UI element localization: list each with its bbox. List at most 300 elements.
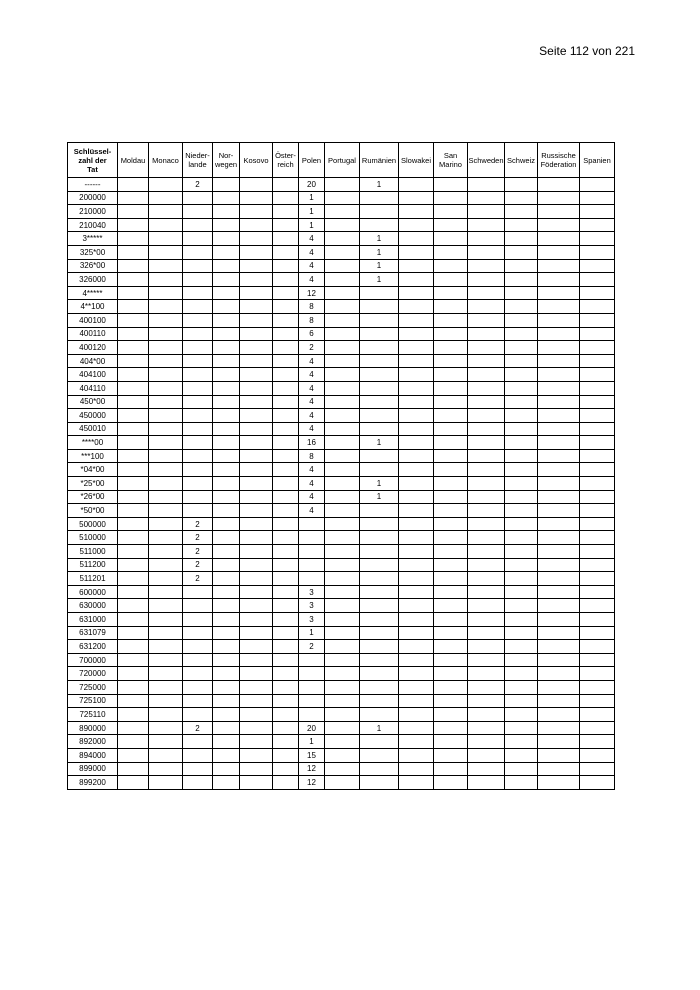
value-cell bbox=[183, 694, 213, 708]
column-header bbox=[538, 143, 580, 178]
header-line: wegen bbox=[214, 160, 238, 169]
key-cell: 720000 bbox=[68, 667, 118, 681]
value-cell bbox=[213, 178, 240, 192]
value-cell bbox=[468, 545, 505, 559]
value-cell bbox=[580, 653, 615, 667]
value-cell bbox=[213, 721, 240, 735]
value-cell: 2 bbox=[183, 517, 213, 531]
table-row bbox=[68, 449, 615, 463]
value-cell bbox=[325, 381, 360, 395]
value-cell bbox=[468, 463, 505, 477]
value-cell bbox=[468, 368, 505, 382]
value-cell bbox=[325, 436, 360, 450]
value-cell bbox=[399, 694, 434, 708]
value-cell bbox=[183, 245, 213, 259]
value-cell bbox=[360, 381, 399, 395]
key-cell: 899200 bbox=[68, 776, 118, 790]
table-row bbox=[68, 762, 615, 776]
value-cell bbox=[213, 613, 240, 627]
value-cell bbox=[273, 218, 299, 232]
value-cell bbox=[505, 599, 538, 613]
value-cell bbox=[325, 545, 360, 559]
value-cell bbox=[434, 748, 468, 762]
value-cell bbox=[149, 721, 183, 735]
value-cell bbox=[468, 735, 505, 749]
value-cell bbox=[183, 368, 213, 382]
value-cell bbox=[273, 368, 299, 382]
key-cell: *25*00 bbox=[68, 477, 118, 491]
value-cell: 1 bbox=[360, 273, 399, 287]
column-header bbox=[360, 143, 399, 178]
value-cell: 20 bbox=[299, 178, 325, 192]
value-cell bbox=[538, 694, 580, 708]
value-cell bbox=[118, 381, 149, 395]
value-cell bbox=[213, 218, 240, 232]
value-cell bbox=[538, 422, 580, 436]
value-cell bbox=[183, 449, 213, 463]
value-cell bbox=[580, 477, 615, 491]
header-line: Nor- bbox=[218, 151, 234, 160]
header-line: Tat bbox=[87, 164, 98, 174]
key-cell: 200000 bbox=[68, 191, 118, 205]
value-cell bbox=[434, 218, 468, 232]
value-cell bbox=[538, 545, 580, 559]
header-line: Polen bbox=[301, 155, 322, 165]
value-cell bbox=[538, 735, 580, 749]
value-cell bbox=[183, 708, 213, 722]
value-cell bbox=[399, 667, 434, 681]
table-row bbox=[68, 178, 615, 192]
value-cell bbox=[240, 341, 273, 355]
value-cell: 1 bbox=[360, 232, 399, 246]
value-cell bbox=[118, 477, 149, 491]
value-cell: 3 bbox=[299, 613, 325, 627]
value-cell bbox=[468, 341, 505, 355]
value-cell bbox=[273, 178, 299, 192]
value-cell bbox=[325, 422, 360, 436]
value-cell bbox=[580, 504, 615, 518]
value-cell bbox=[183, 205, 213, 219]
value-cell bbox=[468, 694, 505, 708]
value-cell: 4 bbox=[299, 477, 325, 491]
value-cell bbox=[580, 178, 615, 192]
value-cell bbox=[273, 531, 299, 545]
table-row bbox=[68, 300, 615, 314]
value-cell bbox=[273, 286, 299, 300]
value-cell: 4 bbox=[299, 245, 325, 259]
value-cell bbox=[149, 178, 183, 192]
value-cell bbox=[538, 286, 580, 300]
table-row bbox=[68, 463, 615, 477]
value-cell bbox=[149, 694, 183, 708]
header-line: Rumänien bbox=[361, 155, 397, 165]
value-cell bbox=[213, 341, 240, 355]
value-cell bbox=[434, 381, 468, 395]
value-cell bbox=[273, 748, 299, 762]
value-cell bbox=[399, 409, 434, 423]
value-cell bbox=[213, 531, 240, 545]
value-cell bbox=[118, 205, 149, 219]
value-cell bbox=[505, 735, 538, 749]
value-cell bbox=[240, 354, 273, 368]
value-cell bbox=[273, 313, 299, 327]
header-line: Schweden bbox=[468, 155, 504, 165]
key-cell: ***100 bbox=[68, 449, 118, 463]
value-cell bbox=[434, 368, 468, 382]
value-cell: 3 bbox=[299, 585, 325, 599]
table-row bbox=[68, 327, 615, 341]
value-cell bbox=[399, 531, 434, 545]
value-cell bbox=[149, 572, 183, 586]
value-cell bbox=[240, 313, 273, 327]
header-line: Portugal bbox=[328, 155, 356, 165]
value-cell bbox=[149, 395, 183, 409]
value-cell bbox=[213, 762, 240, 776]
value-cell: 2 bbox=[183, 178, 213, 192]
value-cell bbox=[240, 368, 273, 382]
key-cell: 450010 bbox=[68, 422, 118, 436]
value-cell bbox=[118, 436, 149, 450]
value-cell bbox=[468, 313, 505, 327]
value-cell bbox=[183, 735, 213, 749]
value-cell bbox=[505, 531, 538, 545]
key-cell: 631200 bbox=[68, 640, 118, 654]
value-cell bbox=[434, 191, 468, 205]
value-cell bbox=[505, 327, 538, 341]
table-row bbox=[68, 585, 615, 599]
value-cell bbox=[505, 191, 538, 205]
value-cell bbox=[468, 327, 505, 341]
value-cell bbox=[183, 463, 213, 477]
value-cell bbox=[468, 381, 505, 395]
value-cell bbox=[538, 667, 580, 681]
key-cell: 210000 bbox=[68, 205, 118, 219]
value-cell bbox=[538, 748, 580, 762]
value-cell bbox=[360, 694, 399, 708]
value-cell bbox=[580, 300, 615, 314]
value-cell bbox=[434, 626, 468, 640]
value-cell bbox=[468, 395, 505, 409]
value-cell bbox=[505, 313, 538, 327]
value-cell bbox=[149, 531, 183, 545]
value-cell bbox=[325, 477, 360, 491]
value-cell bbox=[580, 341, 615, 355]
value-cell bbox=[468, 585, 505, 599]
value-cell bbox=[118, 748, 149, 762]
value-cell: 2 bbox=[183, 572, 213, 586]
value-cell bbox=[273, 735, 299, 749]
value-cell bbox=[213, 776, 240, 790]
value-cell: 1 bbox=[299, 218, 325, 232]
value-cell bbox=[468, 449, 505, 463]
value-cell bbox=[149, 381, 183, 395]
value-cell bbox=[183, 626, 213, 640]
value-cell bbox=[360, 341, 399, 355]
value-cell bbox=[183, 341, 213, 355]
value-cell bbox=[580, 558, 615, 572]
value-cell: 16 bbox=[299, 436, 325, 450]
table-row bbox=[68, 218, 615, 232]
column-header-key bbox=[68, 143, 118, 178]
value-cell bbox=[360, 640, 399, 654]
value-cell bbox=[299, 545, 325, 559]
value-cell bbox=[149, 327, 183, 341]
value-cell bbox=[240, 422, 273, 436]
value-cell bbox=[273, 762, 299, 776]
value-cell bbox=[213, 368, 240, 382]
value-cell bbox=[360, 653, 399, 667]
key-cell: 630000 bbox=[68, 599, 118, 613]
value-cell bbox=[240, 531, 273, 545]
value-cell bbox=[118, 762, 149, 776]
value-cell bbox=[118, 395, 149, 409]
key-cell: 4***** bbox=[68, 286, 118, 300]
value-cell bbox=[399, 640, 434, 654]
value-cell bbox=[360, 748, 399, 762]
value-cell bbox=[118, 409, 149, 423]
value-cell bbox=[360, 300, 399, 314]
key-cell: *26*00 bbox=[68, 490, 118, 504]
value-cell bbox=[213, 300, 240, 314]
table-body bbox=[68, 178, 615, 790]
header-line: San bbox=[443, 151, 458, 160]
value-cell bbox=[183, 748, 213, 762]
value-cell bbox=[360, 368, 399, 382]
value-cell bbox=[325, 490, 360, 504]
column-header bbox=[399, 143, 434, 178]
value-cell bbox=[325, 585, 360, 599]
value-cell bbox=[149, 449, 183, 463]
value-cell bbox=[183, 653, 213, 667]
value-cell bbox=[360, 531, 399, 545]
value-cell bbox=[468, 286, 505, 300]
key-cell: 404*00 bbox=[68, 354, 118, 368]
value-cell: 20 bbox=[299, 721, 325, 735]
value-cell bbox=[118, 490, 149, 504]
value-cell bbox=[213, 680, 240, 694]
value-cell bbox=[505, 232, 538, 246]
value-cell bbox=[468, 599, 505, 613]
table-row bbox=[68, 490, 615, 504]
value-cell bbox=[273, 245, 299, 259]
value-cell bbox=[399, 721, 434, 735]
value-cell bbox=[213, 748, 240, 762]
table-row bbox=[68, 381, 615, 395]
value-cell bbox=[505, 341, 538, 355]
value-cell: 4 bbox=[299, 259, 325, 273]
value-cell bbox=[118, 504, 149, 518]
value-cell bbox=[468, 245, 505, 259]
value-cell bbox=[183, 776, 213, 790]
value-cell bbox=[434, 504, 468, 518]
value-cell: 12 bbox=[299, 776, 325, 790]
value-cell bbox=[538, 626, 580, 640]
value-cell bbox=[360, 449, 399, 463]
value-cell bbox=[149, 558, 183, 572]
value-cell bbox=[505, 286, 538, 300]
value-cell bbox=[360, 572, 399, 586]
value-cell bbox=[149, 463, 183, 477]
table-row bbox=[68, 708, 615, 722]
value-cell bbox=[273, 599, 299, 613]
page-number: Seite 112 von 221 bbox=[539, 44, 635, 58]
value-cell bbox=[213, 585, 240, 599]
value-cell bbox=[213, 694, 240, 708]
table-row bbox=[68, 748, 615, 762]
value-cell bbox=[183, 490, 213, 504]
key-cell: 3***** bbox=[68, 232, 118, 246]
value-cell bbox=[325, 626, 360, 640]
value-cell bbox=[240, 273, 273, 287]
value-cell bbox=[360, 599, 399, 613]
value-cell bbox=[538, 232, 580, 246]
value-cell bbox=[213, 273, 240, 287]
value-cell bbox=[183, 613, 213, 627]
value-cell bbox=[118, 572, 149, 586]
value-cell bbox=[273, 721, 299, 735]
value-cell bbox=[240, 748, 273, 762]
value-cell bbox=[399, 708, 434, 722]
value-cell: 4 bbox=[299, 395, 325, 409]
value-cell bbox=[273, 354, 299, 368]
value-cell bbox=[434, 490, 468, 504]
value-cell bbox=[325, 572, 360, 586]
value-cell bbox=[538, 341, 580, 355]
value-cell bbox=[538, 762, 580, 776]
value-cell: 1 bbox=[299, 191, 325, 205]
value-cell bbox=[505, 667, 538, 681]
value-cell bbox=[213, 572, 240, 586]
value-cell bbox=[240, 776, 273, 790]
value-cell: 1 bbox=[360, 477, 399, 491]
value-cell bbox=[118, 735, 149, 749]
value-cell bbox=[399, 545, 434, 559]
value-cell bbox=[325, 259, 360, 273]
value-cell bbox=[183, 300, 213, 314]
value-cell bbox=[273, 585, 299, 599]
value-cell bbox=[468, 354, 505, 368]
value-cell bbox=[399, 191, 434, 205]
value-cell bbox=[325, 599, 360, 613]
value-cell bbox=[273, 191, 299, 205]
value-cell bbox=[580, 286, 615, 300]
value-cell bbox=[273, 395, 299, 409]
header-row bbox=[68, 143, 615, 178]
column-header bbox=[273, 143, 299, 178]
value-cell bbox=[273, 409, 299, 423]
value-cell bbox=[240, 545, 273, 559]
value-cell bbox=[183, 640, 213, 654]
value-cell bbox=[360, 313, 399, 327]
value-cell bbox=[299, 558, 325, 572]
value-cell bbox=[213, 735, 240, 749]
value-cell bbox=[434, 436, 468, 450]
value-cell bbox=[580, 517, 615, 531]
value-cell bbox=[580, 313, 615, 327]
value-cell bbox=[149, 191, 183, 205]
value-cell: 1 bbox=[360, 245, 399, 259]
value-cell bbox=[325, 640, 360, 654]
value-cell bbox=[538, 300, 580, 314]
value-cell bbox=[183, 599, 213, 613]
value-cell bbox=[325, 463, 360, 477]
value-cell bbox=[325, 341, 360, 355]
value-cell bbox=[149, 667, 183, 681]
value-cell bbox=[213, 708, 240, 722]
value-cell bbox=[505, 259, 538, 273]
value-cell bbox=[149, 626, 183, 640]
column-header bbox=[299, 143, 325, 178]
value-cell bbox=[580, 273, 615, 287]
value-cell bbox=[580, 694, 615, 708]
column-header bbox=[580, 143, 615, 178]
value-cell bbox=[118, 680, 149, 694]
value-cell bbox=[399, 422, 434, 436]
value-cell bbox=[434, 178, 468, 192]
value-cell bbox=[273, 232, 299, 246]
value-cell bbox=[538, 517, 580, 531]
value-cell bbox=[325, 748, 360, 762]
value-cell bbox=[580, 191, 615, 205]
value-cell bbox=[273, 545, 299, 559]
value-cell bbox=[325, 517, 360, 531]
value-cell bbox=[360, 545, 399, 559]
value-cell bbox=[538, 463, 580, 477]
value-cell bbox=[434, 545, 468, 559]
value-cell bbox=[538, 599, 580, 613]
value-cell: 4 bbox=[299, 232, 325, 246]
value-cell bbox=[149, 313, 183, 327]
value-cell bbox=[118, 463, 149, 477]
key-cell: 725100 bbox=[68, 694, 118, 708]
value-cell bbox=[434, 327, 468, 341]
value-cell bbox=[273, 640, 299, 654]
header-line: Schweiz bbox=[507, 155, 535, 165]
column-header bbox=[118, 143, 149, 178]
value-cell bbox=[580, 626, 615, 640]
value-cell bbox=[325, 368, 360, 382]
value-cell bbox=[183, 354, 213, 368]
value-cell bbox=[240, 218, 273, 232]
value-cell bbox=[580, 436, 615, 450]
value-cell bbox=[118, 449, 149, 463]
value-cell bbox=[538, 776, 580, 790]
value-cell bbox=[183, 191, 213, 205]
table-row bbox=[68, 354, 615, 368]
value-cell bbox=[118, 245, 149, 259]
value-cell bbox=[505, 585, 538, 599]
value-cell bbox=[538, 259, 580, 273]
header-line: Slowakei bbox=[400, 155, 431, 165]
value-cell bbox=[149, 653, 183, 667]
key-cell: 326*00 bbox=[68, 259, 118, 273]
value-cell bbox=[399, 259, 434, 273]
value-cell bbox=[213, 504, 240, 518]
table-row bbox=[68, 395, 615, 409]
table-row bbox=[68, 191, 615, 205]
key-cell: 210040 bbox=[68, 218, 118, 232]
value-cell bbox=[118, 218, 149, 232]
value-cell bbox=[213, 409, 240, 423]
value-cell bbox=[434, 708, 468, 722]
value-cell bbox=[325, 273, 360, 287]
value-cell bbox=[538, 585, 580, 599]
value-cell bbox=[240, 463, 273, 477]
table-row bbox=[68, 205, 615, 219]
value-cell bbox=[273, 490, 299, 504]
value-cell bbox=[580, 245, 615, 259]
value-cell: 2 bbox=[183, 545, 213, 559]
